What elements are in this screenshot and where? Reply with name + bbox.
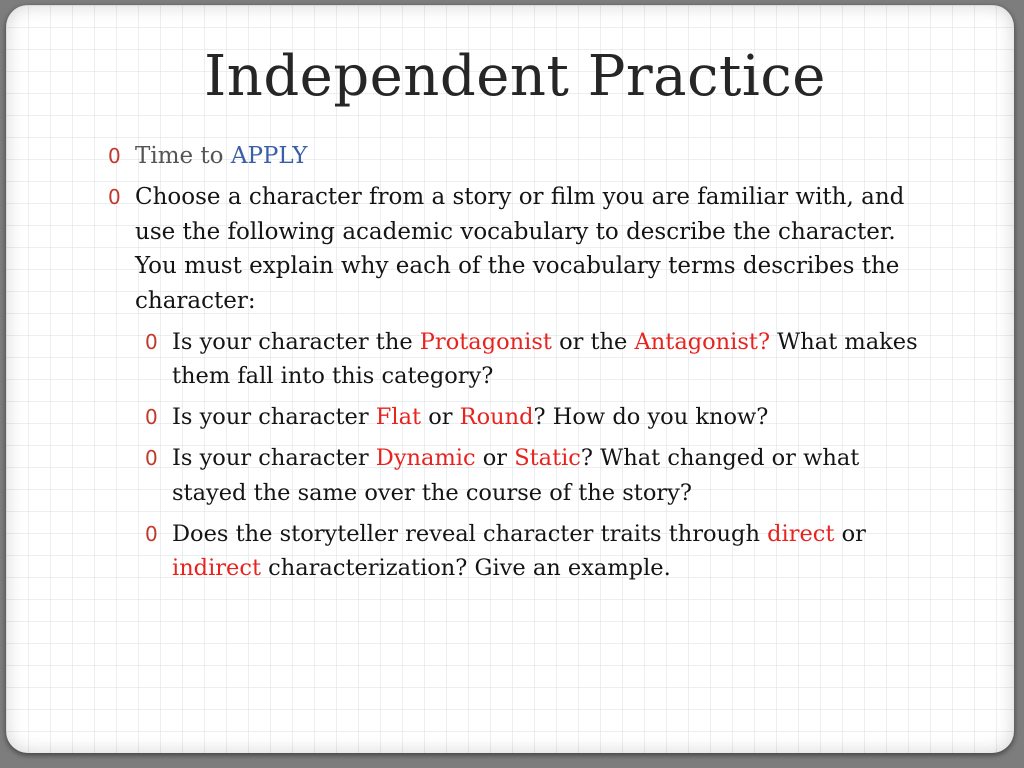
- bullet-text: Time to: [135, 143, 231, 169]
- bullet-marker: 0: [145, 329, 158, 354]
- slide-content: [106, 139, 936, 592]
- apply-highlight: APPLY: [230, 143, 308, 169]
- sub-bullet-characterization: [143, 517, 936, 586]
- bullet-text: Is your character the: [172, 328, 420, 355]
- term-antagonist: Antagonist?: [634, 328, 771, 355]
- sub-bullet-flat-round: [143, 400, 936, 435]
- bullet-marker: 0: [145, 446, 158, 470]
- bullet-marker: 0: [145, 521, 158, 546]
- bullet-marker: 0: [145, 405, 158, 429]
- term-direct: direct: [767, 520, 835, 547]
- bullet-text: or: [834, 520, 866, 547]
- slide-title: Independent Practice: [204, 44, 826, 109]
- bullet-text: ? How do you know?: [533, 404, 769, 430]
- bullet-text: Does the storyteller reveal character traits through: [172, 520, 768, 547]
- term-dynamic: Dynamic: [375, 445, 476, 471]
- term-round: Round: [459, 404, 534, 430]
- bullet-choose-character: [106, 180, 936, 318]
- bullet-text: What makes them fall into this category?: [172, 328, 918, 389]
- bullet-text: ? What changed or what stayed the same over the course of the story?: [172, 445, 860, 506]
- sub-bullet-protagonist: [143, 325, 936, 394]
- term-flat: Flat: [375, 404, 422, 430]
- sub-bullet-dynamic-static: [143, 441, 936, 510]
- bullet-text: Choose a character from a story or film you are familiar with, and use the following academic vocabulary to describe the character. You must explain why each of the vocabulary terms describes the character:: [135, 184, 905, 314]
- bullet-time-to-apply: [106, 139, 936, 174]
- bullet-text: or the: [551, 328, 635, 355]
- bullet-text: Is your character: [172, 445, 376, 471]
- bullet-marker: 0: [108, 144, 121, 168]
- term-indirect: indirect: [172, 555, 262, 581]
- bullet-marker: 0: [108, 185, 121, 209]
- bullet-text: or: [475, 445, 515, 471]
- bullet-text: or: [421, 404, 460, 430]
- term-static: Static: [514, 445, 581, 471]
- bullet-text: Is your character: [172, 404, 376, 430]
- bullet-text: characterization? Give an example.: [261, 555, 671, 581]
- term-protagonist: Protagonist: [419, 328, 552, 355]
- slide: [6, 5, 1014, 753]
